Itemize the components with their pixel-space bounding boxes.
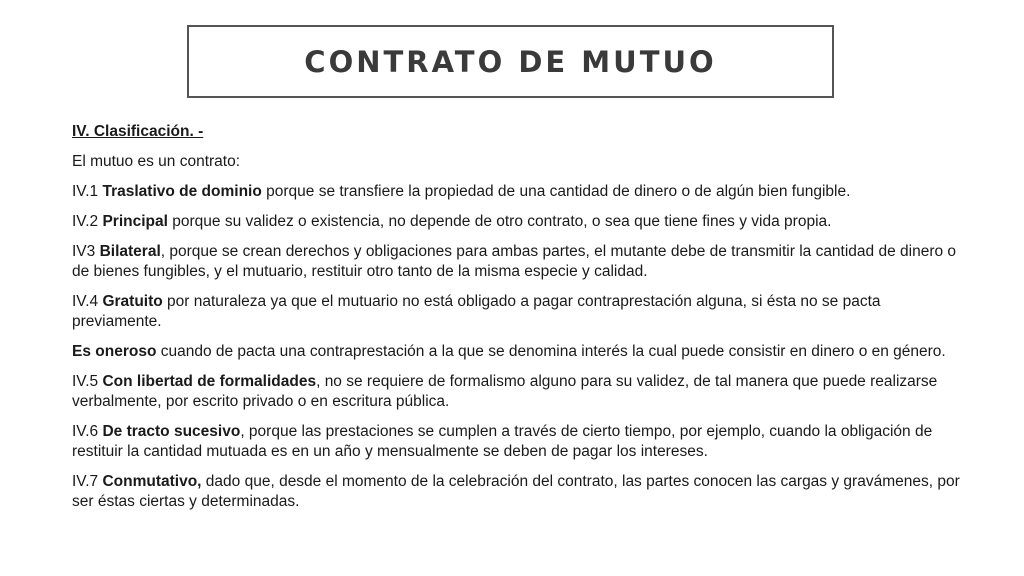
list-item [72,342,962,362]
slide-content [72,122,962,522]
item-term: Es oneroso [72,343,157,360]
list-item [72,182,962,202]
list-item [72,422,962,462]
item-text: porque se transfiere la propiedad de una cantidad de dinero o de algún bien fungible. [261,183,851,200]
item-text: , porque las prestaciones se cumplen a través de cierto tiempo, por ejemplo, cuando la obligación de restituir la cantidad mutuada es en un año y mensualmente se deben de pagar los intereses. [72,423,933,460]
item-text: por naturaleza ya que el mutuario no está obligado a pagar contraprestación alguna, si ésta no se pacta previamente. [72,293,881,330]
item-prefix: IV.1 [72,183,103,200]
item-text: dado que, desde el momento de la celebración del contrato, las partes conocen las cargas y gravámenes, por ser éstas ciertas y determinadas. [72,473,960,510]
item-term: Traslativo de dominio [102,183,262,200]
item-term: Gratuito [102,293,163,310]
list-item [72,212,962,232]
item-term: Bilateral [99,243,161,260]
item-text: porque su validez o existencia, no depende de otro contrato, o sea que tiene fines y vida propia. [167,213,832,230]
item-term: De tracto sucesivo [102,423,241,440]
slide-title: CONTRATO DE MUTUO [304,44,717,79]
item-text: , no se requiere de formalismo alguno para su validez, de tal manera que puede realizarse verbalmente, por escrito privado o en escritura pública. [72,373,938,410]
item-prefix: IV.5 [72,373,103,390]
list-item [72,292,962,332]
item-prefix: IV.7 [72,473,103,490]
section-heading: IV. Clasificación. - [72,123,204,140]
item-prefix: IV.4 [72,293,103,310]
item-text: cuando de pacta una contraprestación a la que se denomina interés la cual puede consistir en dinero o en género. [156,343,946,360]
item-text: , porque se crean derechos y obligaciones para ambas partes, el mutante debe de transmitir la cantidad de dinero o de bienes fungibles, y el mutuario, restituir otro tanto de la misma especie y calidad. [72,243,957,280]
item-prefix: IV.2 [72,213,103,230]
item-term: Principal [102,213,168,230]
item-prefix: IV.6 [72,423,103,440]
list-item [72,372,962,412]
intro-text: El mutuo es un contrato: [72,153,241,170]
title-box [187,25,834,98]
item-term: Conmutativo, [102,473,202,490]
list-item [72,242,962,282]
item-prefix: IV3 [72,243,100,260]
list-item [72,472,962,512]
item-term: Con libertad de formalidades [102,373,317,390]
